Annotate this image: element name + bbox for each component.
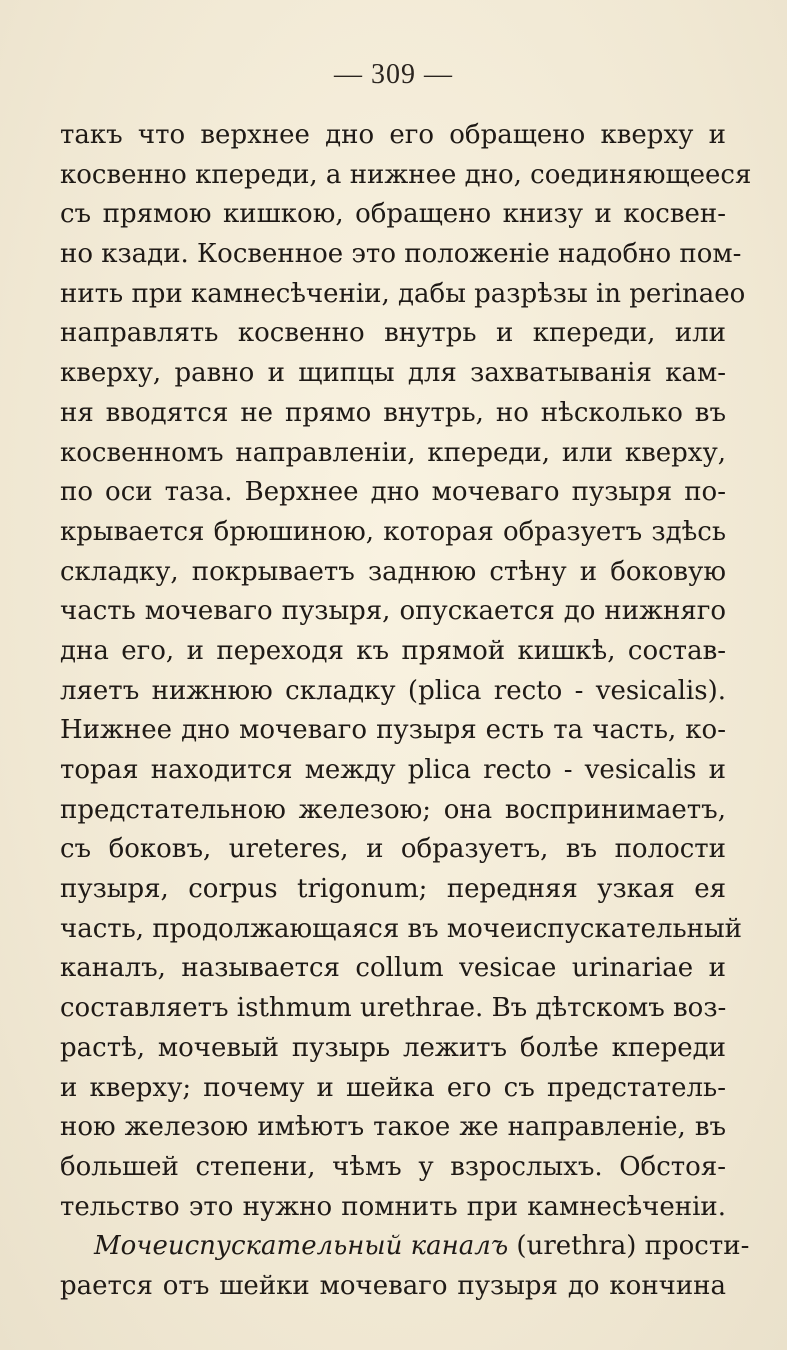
text-line-18: предстательною железою; она воспринимаетъ, xyxy=(60,794,726,825)
text-line-14: дна его, и переходя къ прямой кишкѣ, состав- xyxy=(60,635,726,666)
text-line-23: составляетъ isthmum urethrae. Въ дѣтскомъ воз- xyxy=(60,993,727,1024)
text-line-12: складку, покрываетъ заднюю стѣну и боковую xyxy=(60,556,726,587)
text-line-10: по оси таза. Верхнее дно мочеваго пузыря по- xyxy=(60,477,726,508)
text-line-2: косвенно кпереди, а нижнее дно, соединяющееся xyxy=(60,159,752,190)
text-line-17: торая находится между plica recto - vesicalis и xyxy=(60,755,726,785)
text-line-11: крывается брюшиною, которая образуетъ здѣсь xyxy=(60,516,726,547)
text-line-28: тельство это нужно помнить при камнесѣченіи. xyxy=(60,1191,726,1222)
text-line-15: ляетъ нижнюю складку (plica recto - vesicalis). xyxy=(60,675,726,706)
italic-term: Мочеиспускательный каналъ xyxy=(94,1231,509,1262)
text-line-1: такъ что верхнее дно его обращено кверху и xyxy=(60,120,726,150)
text-line-5: нить при камнесѣченіи, дабы разрѣзы in perinaeo xyxy=(60,278,746,309)
text-line-24: растѣ, мочевый пузырь лежитъ болѣе кпереди xyxy=(60,1032,726,1063)
text-line-25: и кверху; почему и шейка его съ предстатель- xyxy=(60,1072,726,1103)
text-line-20: пузыря, corpus trigonum; передняя узкая ея xyxy=(60,874,726,905)
lead-line-rest: (urethra) прости- xyxy=(508,1231,750,1262)
page-number: — 309 — xyxy=(334,59,453,90)
body-text xyxy=(60,116,752,1307)
text-line-7: кверху, равно и щипцы для захватыванія кам- xyxy=(60,358,726,389)
text-line-27: большей степени, чѣмъ у взрослыхъ. Обстоя- xyxy=(60,1151,726,1182)
text-line-13: часть мочеваго пузыря, опускается до нижняго xyxy=(60,596,726,627)
text-line-16: Нижнее дно мочеваго пузыря есть та часть, ко- xyxy=(60,715,726,746)
text-line-19: съ боковъ, ureteres, и образуетъ, въ полости xyxy=(60,834,726,865)
text-line-8: ня вводятся не прямо внутрь, но нѣсколько въ xyxy=(60,397,726,428)
text-line-21: часть, продолжающаяся въ мочеиспускательный xyxy=(60,913,743,944)
paragraph-lead-line xyxy=(60,1227,750,1267)
text-line-9: косвенномъ направленіи, кпереди, или кверху, xyxy=(60,437,726,468)
text-line-26: ною железою имѣютъ такое же направленіе, въ xyxy=(60,1112,726,1143)
text-line-3: съ прямою кишкою, обращено книзу и косвен- xyxy=(60,199,726,230)
text-line-22: каналъ, называется collum vesicae urinariae и xyxy=(60,953,726,984)
text-line-final: рается отъ шейки мочеваго пузыря до кончина xyxy=(60,1270,726,1301)
text-line-6: направлять косвенно внутрь и кпереди, или xyxy=(60,318,726,349)
text-line-4: но кзади. Косвенное это положеніе надобно пом- xyxy=(60,239,742,270)
